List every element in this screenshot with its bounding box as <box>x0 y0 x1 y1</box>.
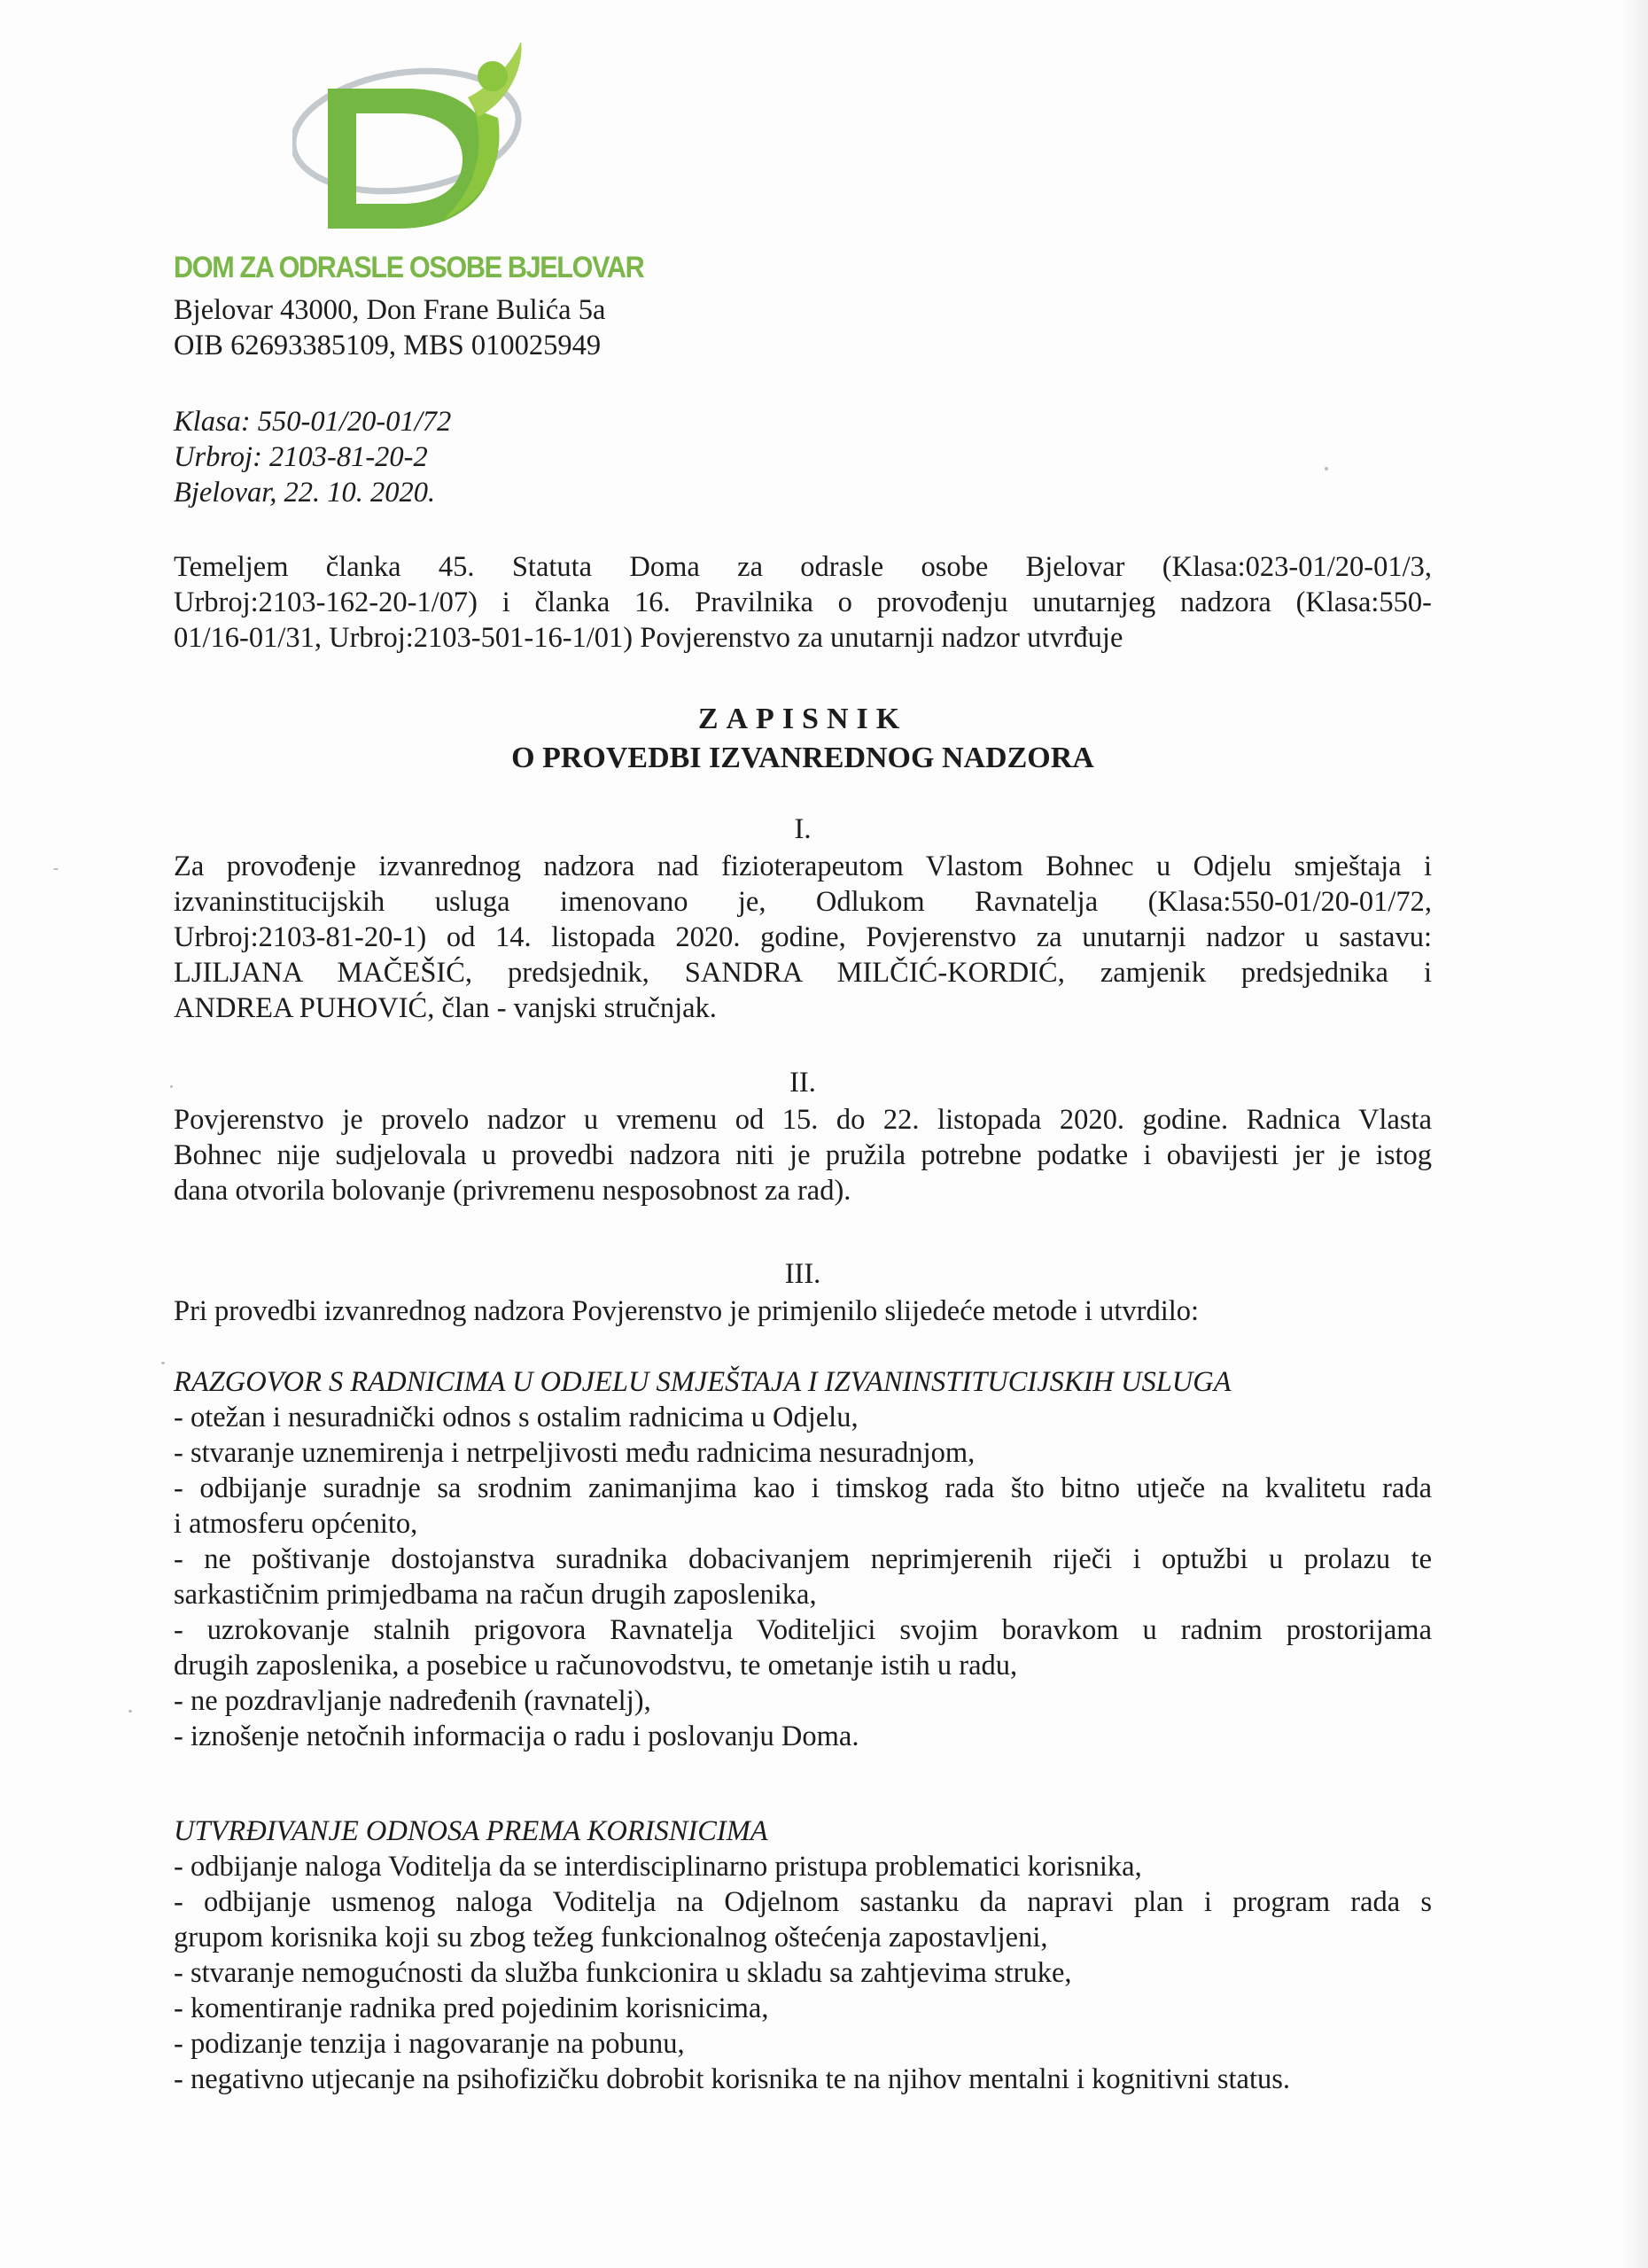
list-item: grupom korisnika koji su zbog težeg funkcionalnog oštećenja zapostavljeni, <box>174 1922 1048 1953</box>
list-item: - odbijanje suradnje sa srodnim zanimanjima kao i timskog rada što bitno utječe na kvalitetu rada <box>174 1472 1432 1504</box>
list-item: - negativno utjecanje na psihofizičku dobrobit korisnika te na njihov mentalni i kognitivni status. <box>174 2063 1291 2095</box>
section-numeral: II. <box>789 1067 816 1099</box>
klasa: Klasa: 550-01/20-01/72 <box>174 406 452 438</box>
list-item: sarkastičnim primjedbama na račun drugih zaposlenika, <box>174 1579 817 1611</box>
paragraph-line: LJILJANA MAČEŠIĆ, predsjednik, SANDRA MILČIĆ-KORDIĆ, zamjenik predsjednika i <box>174 957 1432 989</box>
list-item: - iznošenje netočnih informacija o radu i poslovanju Doma. <box>174 1720 859 1752</box>
dom-logo-icon <box>292 43 558 246</box>
section-3-intro <box>174 1293 1432 1329</box>
list-item: - komentiranje radnika pred pojedinim korisnicima, <box>174 1992 769 2024</box>
section-3-list-2 <box>174 1814 1432 2097</box>
paragraph-line: dana otvorila bolovanje (privremenu nesposobnost za rad). <box>174 1175 851 1207</box>
document-title <box>174 700 1432 778</box>
section-heading: UTVRĐIVANJE ODNOSA PREMA KORISNICIMA <box>174 1815 768 1847</box>
reference-block <box>174 404 1432 510</box>
org-address-block <box>174 292 1432 363</box>
list-item: - otežan i nesuradnički odnos s ostalim radnicima u Odjelu, <box>174 1402 859 1433</box>
scan-edge-shadow <box>1621 0 1648 2268</box>
title-line: ZAPISNIK <box>697 703 908 735</box>
org-ids: OIB 62693385109, MBS 010025949 <box>174 330 602 361</box>
intro-line: 01/16-01/31, Urbroj:2103-501-16-1/01) Povjerenstvo za unutarnji nadzor utvrđuje <box>174 622 1123 654</box>
list-item: - stvaranje nemogućnosti da služba funkcionira u skladu sa zahtjevima struke, <box>174 1957 1072 1989</box>
intro-line: Urbroj:2103-162-20-1/07) i članka 16. Pravilnika o provođenju unutarnjeg nadzora (Klasa:550- <box>174 586 1432 618</box>
paragraph-line: Bohnec nije sudjelovala u provedbi nadzora niti je pružila potrebne podatke i obavijesti jer je istog <box>174 1139 1432 1171</box>
paragraph-line: izvaninstitucijskih usluga imenovano je, Odlukom Ravnatelja (Klasa:550-01/20-01/72, <box>174 886 1432 918</box>
list-item: drugih zaposlenika, a posebice u računovodstvu, te ometanje istih u radu, <box>174 1650 1018 1682</box>
place-date: Bjelovar, 22. 10. 2020. <box>174 477 436 509</box>
scan-speck <box>170 1085 173 1088</box>
list-item: i atmosferu općenito, <box>174 1508 418 1540</box>
paragraph-line: Za provođenje izvanrednog nadzora nad fizioterapeutom Vlastom Bohnec u Odjelu smještaja i <box>174 850 1432 882</box>
section-heading: RAZGOVOR S RADNICIMA U ODJELU SMJEŠTAJA I IZVANINSTITUCIJSKIH USLUGA <box>174 1366 1232 1398</box>
intro-paragraph <box>174 549 1432 656</box>
section-numeral: I. <box>794 813 812 845</box>
paragraph-line: Urbroj:2103-81-20-1) od 14. listopada 2020. godine, Povjerenstvo za unutarnji nadzor u sastavu: <box>174 921 1432 953</box>
paragraph-line: ANDREA PUHOVIĆ, član - vanjski stručnjak. <box>174 992 717 1024</box>
paragraph-line: Povjerenstvo je provelo nadzor u vremenu od 15. do 22. listopada 2020. godine. Radnica Vlasta <box>174 1104 1432 1136</box>
list-item: - ne pozdravljanje nadređenih (ravnatelj), <box>174 1685 651 1717</box>
section-numeral: III. <box>784 1258 821 1290</box>
section-1-paragraph <box>174 849 1432 1026</box>
list-item: - ne poštivanje dostojanstva suradnika dobacivanjem neprimjerenih riječi i optužbi u prolazu te <box>174 1543 1432 1575</box>
list-item: - podizanje tenzija i nagovaranje na pobunu, <box>174 2028 685 2060</box>
paragraph-line: Pri provedbi izvanrednog nadzora Povjerenstvo je primjenilo slijedeće metode i utvrdilo: <box>174 1295 1200 1327</box>
list-item: - stvaranje uznemirenja i netrpeljivosti među radnicima nesuradnjom, <box>174 1437 976 1469</box>
list-item: - uzrokovanje stalnih prigovora Ravnatelja Voditeljici svojim boravkom u radnim prostorijama <box>174 1614 1432 1646</box>
title-line: O PROVEDBI IZVANREDNOG NADZORA <box>511 742 1094 774</box>
section-3-list-1 <box>174 1364 1432 1754</box>
list-item: - odbijanje naloga Voditelja da se interdisciplinarno pristupa problematici korisnika, <box>174 1851 1142 1883</box>
scan-speck <box>53 868 58 870</box>
intro-line: Temeljem članka 45. Statuta Doma za odrasle osobe Bjelovar (Klasa:023-01/20-01/3, <box>174 551 1432 583</box>
list-item: - odbijanje usmenog naloga Voditelja na Odjelnom sastanku da napravi plan i program rada s <box>174 1886 1432 1918</box>
section-2-paragraph <box>174 1102 1432 1208</box>
urbroj: Urbroj: 2103-81-20-2 <box>174 441 428 473</box>
org-address: Bjelovar 43000, Don Frane Bulića 5a <box>174 294 606 326</box>
org-name: DOM ZA ODRASLE OSOBE BJELOVAR <box>174 251 644 284</box>
scan-speck <box>128 1710 132 1713</box>
scan-speck <box>161 1362 165 1364</box>
